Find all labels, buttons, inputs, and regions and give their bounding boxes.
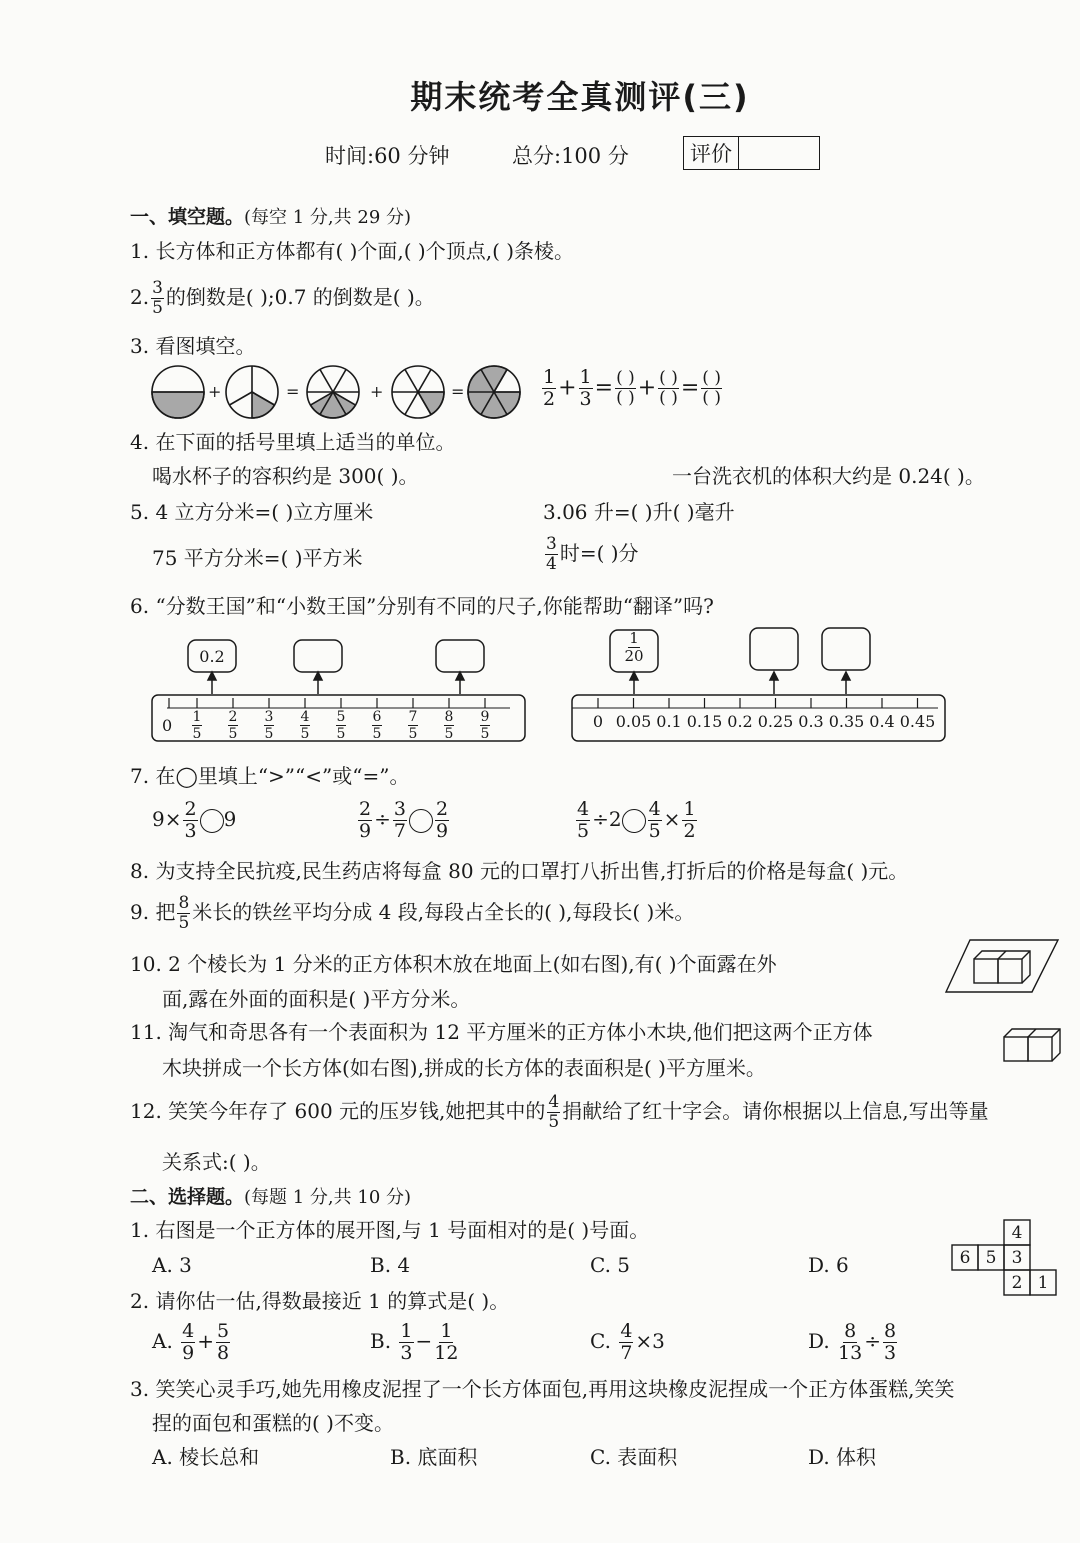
option-b[interactable]: B. 4 (370, 1253, 411, 1277)
ruler2-label: 0.2 (727, 712, 753, 731)
question-1-9: 9. 把 $\frac{8}{5}$ 米长的铁丝平均分成 4 段,每段占全长的( ),每段长( )米。 (130, 893, 695, 933)
ruler1-label-zero: 0 (162, 716, 173, 735)
ruler1-label: $\frac{9}{5}$ (480, 709, 490, 742)
option-c[interactable]: C. 5 (590, 1253, 631, 1277)
section2-heading: 二、选择题。(每题 1 分,共 10 分) (130, 1186, 412, 1208)
ruler2-label: 0.25 (757, 712, 794, 731)
option-c[interactable]: C. 表面积 (590, 1445, 678, 1469)
question-1-10a: 10. 2 个棱长为 1 分米的正方体积木放在地面上(如右图),有( )个面露在外 (130, 952, 777, 976)
question-1-5b: 3.06 升=( )升( )毫升 (543, 500, 735, 524)
question-1-11a: 11. 淘气和奇思各有一个表面积为 12 平方厘米的正方体小木块,他们把这两个正方体 (130, 1020, 873, 1044)
evaluation-label: 评价 (684, 137, 739, 169)
ruler1-label: $\frac{7}{5}$ (408, 709, 418, 742)
ruler1-label: $\frac{3}{5}$ (264, 709, 274, 742)
ruler2-label: 0 (592, 712, 604, 731)
ruler2-known-value: $\frac{1}{20}$ (624, 629, 644, 665)
ruler1-label: $\frac{5}{5}$ (336, 709, 346, 742)
question-1-11b: 木块拼成一个长方体(如右图),拼成的长方体的表面积是( )平方厘米。 (162, 1056, 766, 1080)
compare-a: 9× $\frac{2}{3}$ 9 (152, 798, 237, 842)
question-1-2: 2. $\frac{3}{5}$ 的倒数是( );0.7 的倒数是( )。 (130, 278, 435, 318)
net-face: 4 (1011, 1223, 1023, 1243)
net-face: 1 (1037, 1273, 1049, 1293)
question-2-2: 2. 请你估一估,得数最接近 1 的算式是( )。 (130, 1289, 510, 1313)
net-face: 5 (985, 1248, 997, 1268)
question-1-8: 8. 为支持全民抗疫,民生药店将每盒 80 元的口罩打八折出售,打折后的价格是每盒( )元。 (130, 859, 909, 883)
question-1-1: 1. 长方体和正方体都有( )个面,( )个顶点,( )条棱。 (130, 239, 575, 263)
question-1-4b: 一台洗衣机的体积大约是 0.24( )。 (672, 464, 985, 488)
time-info: 时间:60 分钟 (325, 144, 450, 168)
ruler1-label: $\frac{8}{5}$ (444, 709, 454, 742)
ruler2-label: 0.15 (686, 712, 723, 731)
question-1-4a: 喝水杯子的容积约是 300( )。 (152, 464, 419, 488)
question-1-5c: 75 平方分米=( )平方米 (152, 546, 363, 570)
option-d[interactable]: D. $\frac{8}{13}$ ÷ $\frac{8}{3}$ (808, 1320, 897, 1364)
ruler2-label: 0.05 (615, 712, 652, 731)
compare-c: $\frac{4}{5}$ ÷2 $\frac{4}{5}$ × $\frac{1}{2}$ (577, 798, 696, 842)
fraction-equation: $\frac{1}{2}$ + $\frac{1}{3}$ = $\frac{( )}{( )}$ + $\frac{( )}{( )}$ = $\frac{( )}{( )}$ (543, 366, 721, 410)
question-1-12a: 12. 笑笑今年存了 600 元的压岁钱,她把其中的 $\frac{4}{5}$ 捐献给了红十字会。请你根据以上信息,写出等量 (130, 1092, 989, 1132)
compare-b: $\frac{2}{9}$ ÷ $\frac{3}{7}$ $\frac{2}{9}$ (359, 798, 449, 842)
question-1-12b: 关系式:( )。 (162, 1150, 271, 1174)
question-1-7: 7. 在◯里填上“>”“<”或“=”。 (130, 764, 410, 788)
net-face: 6 (959, 1248, 971, 1268)
section1-heading: 一、填空题。(每空 1 分,共 29 分) (130, 206, 412, 228)
equals-sign: = (451, 382, 465, 401)
question-2-3b: 捏的面包和蛋糕的( )不变。 (152, 1411, 394, 1435)
ruler2-label: 0.45 (899, 712, 936, 731)
question-1-5a: 5. 4 立方分米=( )立方厘米 (130, 500, 374, 524)
ruler1-label: $\frac{4}{5}$ (300, 709, 310, 742)
ruler1-label: $\frac{1}{5}$ (192, 709, 202, 742)
ruler2-label: 0.3 (798, 712, 824, 731)
ruler2-label: 0.35 (828, 712, 865, 731)
question-2-1: 1. 右图是一个正方体的展开图,与 1 号面相对的是( )号面。 (130, 1218, 650, 1242)
ruler2-label: 0.4 (869, 712, 895, 731)
question-1-10b: 面,露在外面的面积是( )平方分米。 (162, 987, 471, 1011)
ruler2-label: 0.1 (656, 712, 682, 731)
option-b[interactable]: B. $\frac{1}{3}$ − $\frac{1}{12}$ (370, 1320, 459, 1364)
option-b[interactable]: B. 底面积 (390, 1445, 478, 1469)
question-1-4: 4. 在下面的括号里填上适当的单位。 (130, 430, 456, 454)
equals-sign: = (286, 382, 300, 401)
net-face: 2 (1011, 1273, 1023, 1293)
option-d[interactable]: D. 6 (808, 1253, 849, 1277)
total-score: 总分:100 分 (512, 144, 629, 168)
question-1-6: 6. “分数王国”和“小数王国”分别有不同的尺子,你能帮助“翻译”吗? (130, 594, 714, 618)
ruler1-known-value: 0.2 (199, 647, 225, 666)
option-a[interactable]: A. $\frac{4}{9}$ + $\frac{5}{8}$ (152, 1320, 230, 1364)
question-2-3a: 3. 笑笑心灵手巧,她先用橡皮泥捏了一个长方体面包,再用这块橡皮泥捏成一个正方体蛋糕,笑笑 (130, 1377, 955, 1401)
ruler1-label: $\frac{6}{5}$ (372, 709, 382, 742)
plus-sign: + (370, 382, 384, 401)
net-face: 3 (1011, 1248, 1023, 1268)
page-title: 期末统考全真测评(三) (410, 78, 750, 116)
option-a[interactable]: A. 棱长总和 (152, 1445, 260, 1469)
question-1-3: 3. 看图填空。 (130, 334, 256, 358)
question-1-5d: $\frac{3}{4}$ 时=( )分 (546, 534, 639, 574)
plus-sign: + (208, 382, 222, 401)
option-a[interactable]: A. 3 (152, 1253, 192, 1277)
option-c[interactable]: C. $\frac{4}{7}$ ×3 (590, 1320, 665, 1364)
option-d[interactable]: D. 体积 (808, 1445, 877, 1469)
ruler1-label: $\frac{2}{5}$ (228, 709, 238, 742)
